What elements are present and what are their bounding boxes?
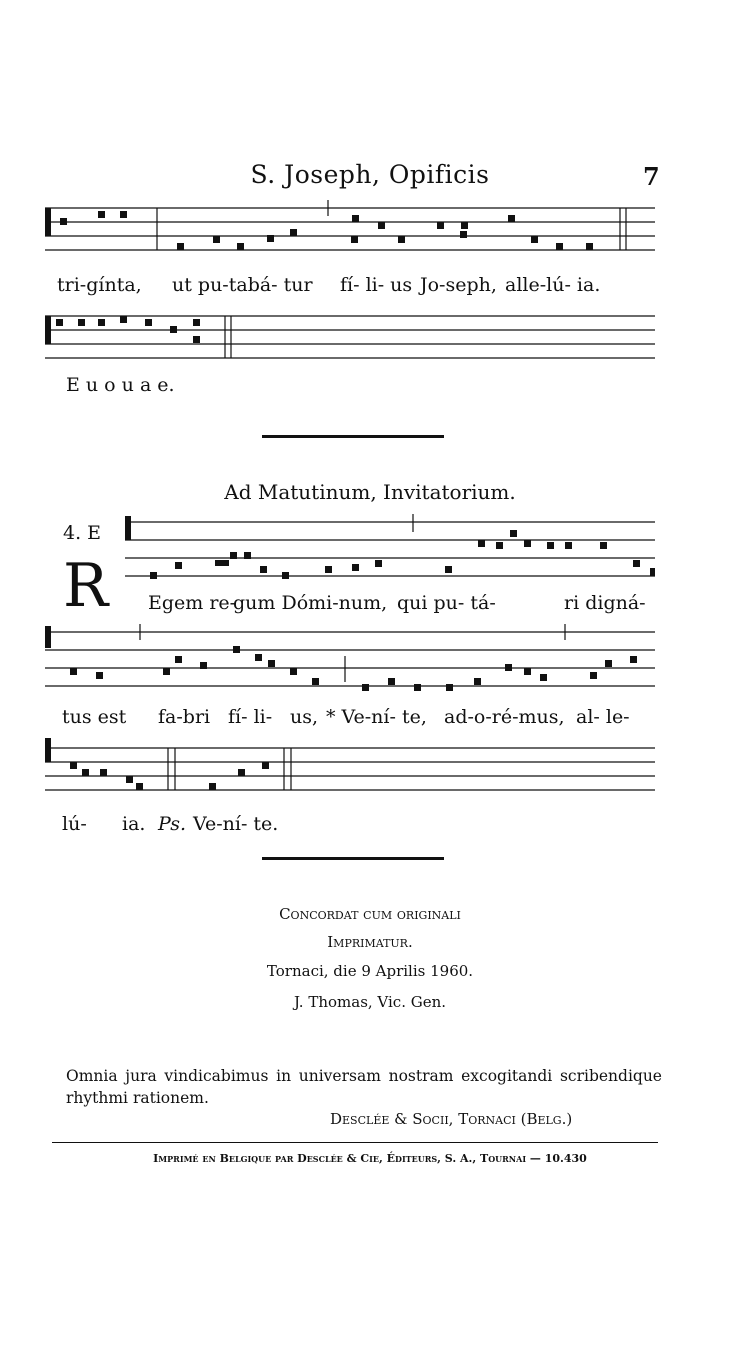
lyric-syllable-group: tri-gínta, xyxy=(57,274,142,296)
footer-rule xyxy=(52,1142,658,1143)
lyric-syllable-group: us, xyxy=(290,706,319,728)
lyric-syllable-group: Jo-seph, xyxy=(420,274,497,296)
lyric-syllable-group: ri digná- xyxy=(564,592,646,614)
page-number: 7 xyxy=(643,162,660,191)
divider-rule-2 xyxy=(262,857,444,860)
footer-imprint: Imprimé en Belgique par Desclée & Cie, Éditeurs, S. A., Tournai — 10.430 xyxy=(153,1152,587,1165)
lyric-syllable-group: alle-lú- ia. xyxy=(505,274,601,296)
page-title: S. Joseph, Opificis xyxy=(250,160,490,189)
lyric-syllable-group: ad-o-ré-mus, xyxy=(444,706,565,728)
initial-letter: R xyxy=(63,551,109,621)
staff-system-5 xyxy=(0,738,740,808)
lyric-syllable-group: fa-bri xyxy=(158,706,211,728)
publisher-line: Desclée & Socii, Tornaci (Belg.) xyxy=(330,1110,573,1128)
imprimatur-line-1: Concordat cum originali xyxy=(279,905,461,923)
section-heading: Ad Matutinum, Invitatorium. xyxy=(224,480,516,504)
lyric-syllable-group: Egem re- xyxy=(148,592,237,614)
lyric-syllable-group: fí- li- xyxy=(228,706,273,728)
lyric-syllable-group: ut pu-tabá- tur xyxy=(172,274,313,296)
mode-label: 4. E xyxy=(63,522,102,544)
lyric-syllable-group: E u o u a e. xyxy=(66,374,175,396)
lyric-syllable-group: tus est xyxy=(62,706,127,728)
lyric-syllable-group: lú- xyxy=(62,813,87,835)
lyric-syllable-group: fí- li- us xyxy=(340,274,413,296)
lyric-syllable-group: * Ve-ní- te, xyxy=(326,706,427,728)
imprimatur-line-2: Imprimatur. xyxy=(327,933,413,951)
lyric-syllable-group: al- le- xyxy=(576,706,630,728)
imprimatur-line-4: J. Thomas, Vic. Gen. xyxy=(293,993,447,1011)
staff-system-4 xyxy=(0,622,740,702)
imprimatur-line-3: Tornaci, die 9 Aprilis 1960. xyxy=(266,962,474,980)
lyric-syllable-group: Ps. xyxy=(158,813,187,835)
staff-system-2 xyxy=(0,306,740,366)
lyric-syllable-group: gum Dómi-num, xyxy=(233,592,388,614)
staff-system-1 xyxy=(0,198,740,268)
lyric-syllable-group: qui pu- tá- xyxy=(397,592,496,614)
divider-rule xyxy=(262,435,444,438)
staff-system-3 xyxy=(0,510,740,590)
lyric-syllable-group: ia. xyxy=(122,813,146,835)
rights-statement: Omnia jura vindicabimus in universam nostram excogitandi scribendique rhythmi rationem. xyxy=(66,1067,662,1107)
lyric-syllable-group: Ve-ní- te. xyxy=(193,813,279,835)
